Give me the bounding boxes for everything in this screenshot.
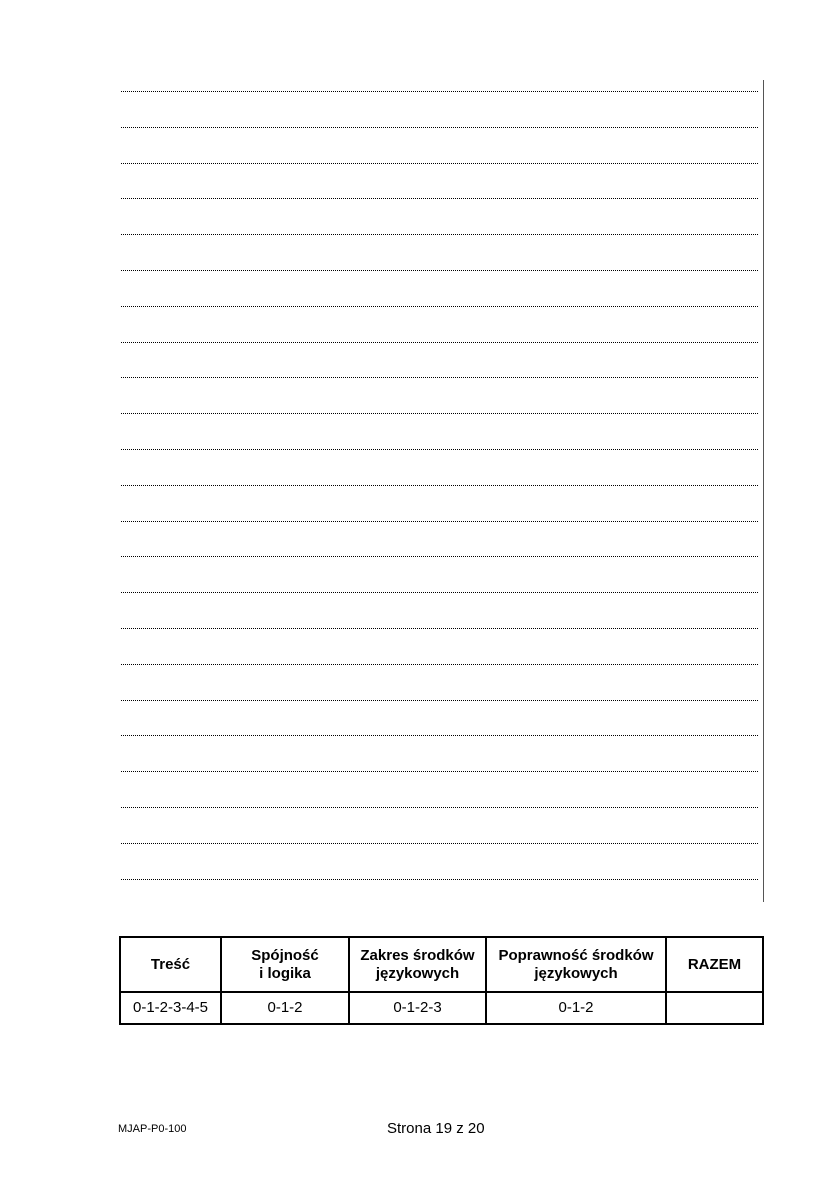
writing-line [121, 413, 758, 414]
writing-line [121, 592, 758, 593]
header-razem: RAZEM [666, 937, 763, 992]
header-zakres: Zakres środków językowych [349, 937, 486, 992]
score-table [119, 936, 764, 1025]
header-tresc: Treść [120, 937, 221, 992]
writing-line [121, 449, 758, 450]
score-cell-razem[interactable] [666, 992, 763, 1024]
writing-line [121, 342, 758, 343]
score-table-header-row [120, 937, 763, 992]
answer-writing-area[interactable] [121, 80, 767, 902]
page-number: Strona 19 z 20 [387, 1120, 485, 1137]
writing-line [121, 306, 758, 307]
writing-line [121, 91, 758, 92]
writing-line [121, 771, 758, 772]
score-cell-poprawnosc: 0-1-2 [486, 992, 666, 1024]
writing-line [121, 843, 758, 844]
exam-code: MJAP-P0-100 [118, 1123, 187, 1135]
margin-rule [763, 80, 764, 902]
writing-line [121, 198, 758, 199]
score-cell-spojnosc: 0-1-2 [221, 992, 349, 1024]
writing-line [121, 163, 758, 164]
writing-line [121, 377, 758, 378]
score-cell-tresc: 0-1-2-3-4-5 [120, 992, 221, 1024]
writing-line [121, 664, 758, 665]
writing-line [121, 234, 758, 235]
writing-line [121, 700, 758, 701]
writing-line [121, 485, 758, 486]
writing-line [121, 735, 758, 736]
writing-line [121, 521, 758, 522]
header-poprawnosc: Poprawność środków językowych [486, 937, 666, 992]
writing-line [121, 270, 758, 271]
writing-line [121, 127, 758, 128]
writing-line [121, 879, 758, 880]
score-table-values-row [120, 992, 763, 1024]
writing-line [121, 628, 758, 629]
header-spojnosc: Spójność i logika [221, 937, 349, 992]
score-cell-zakres: 0-1-2-3 [349, 992, 486, 1024]
writing-line [121, 556, 758, 557]
writing-line [121, 807, 758, 808]
